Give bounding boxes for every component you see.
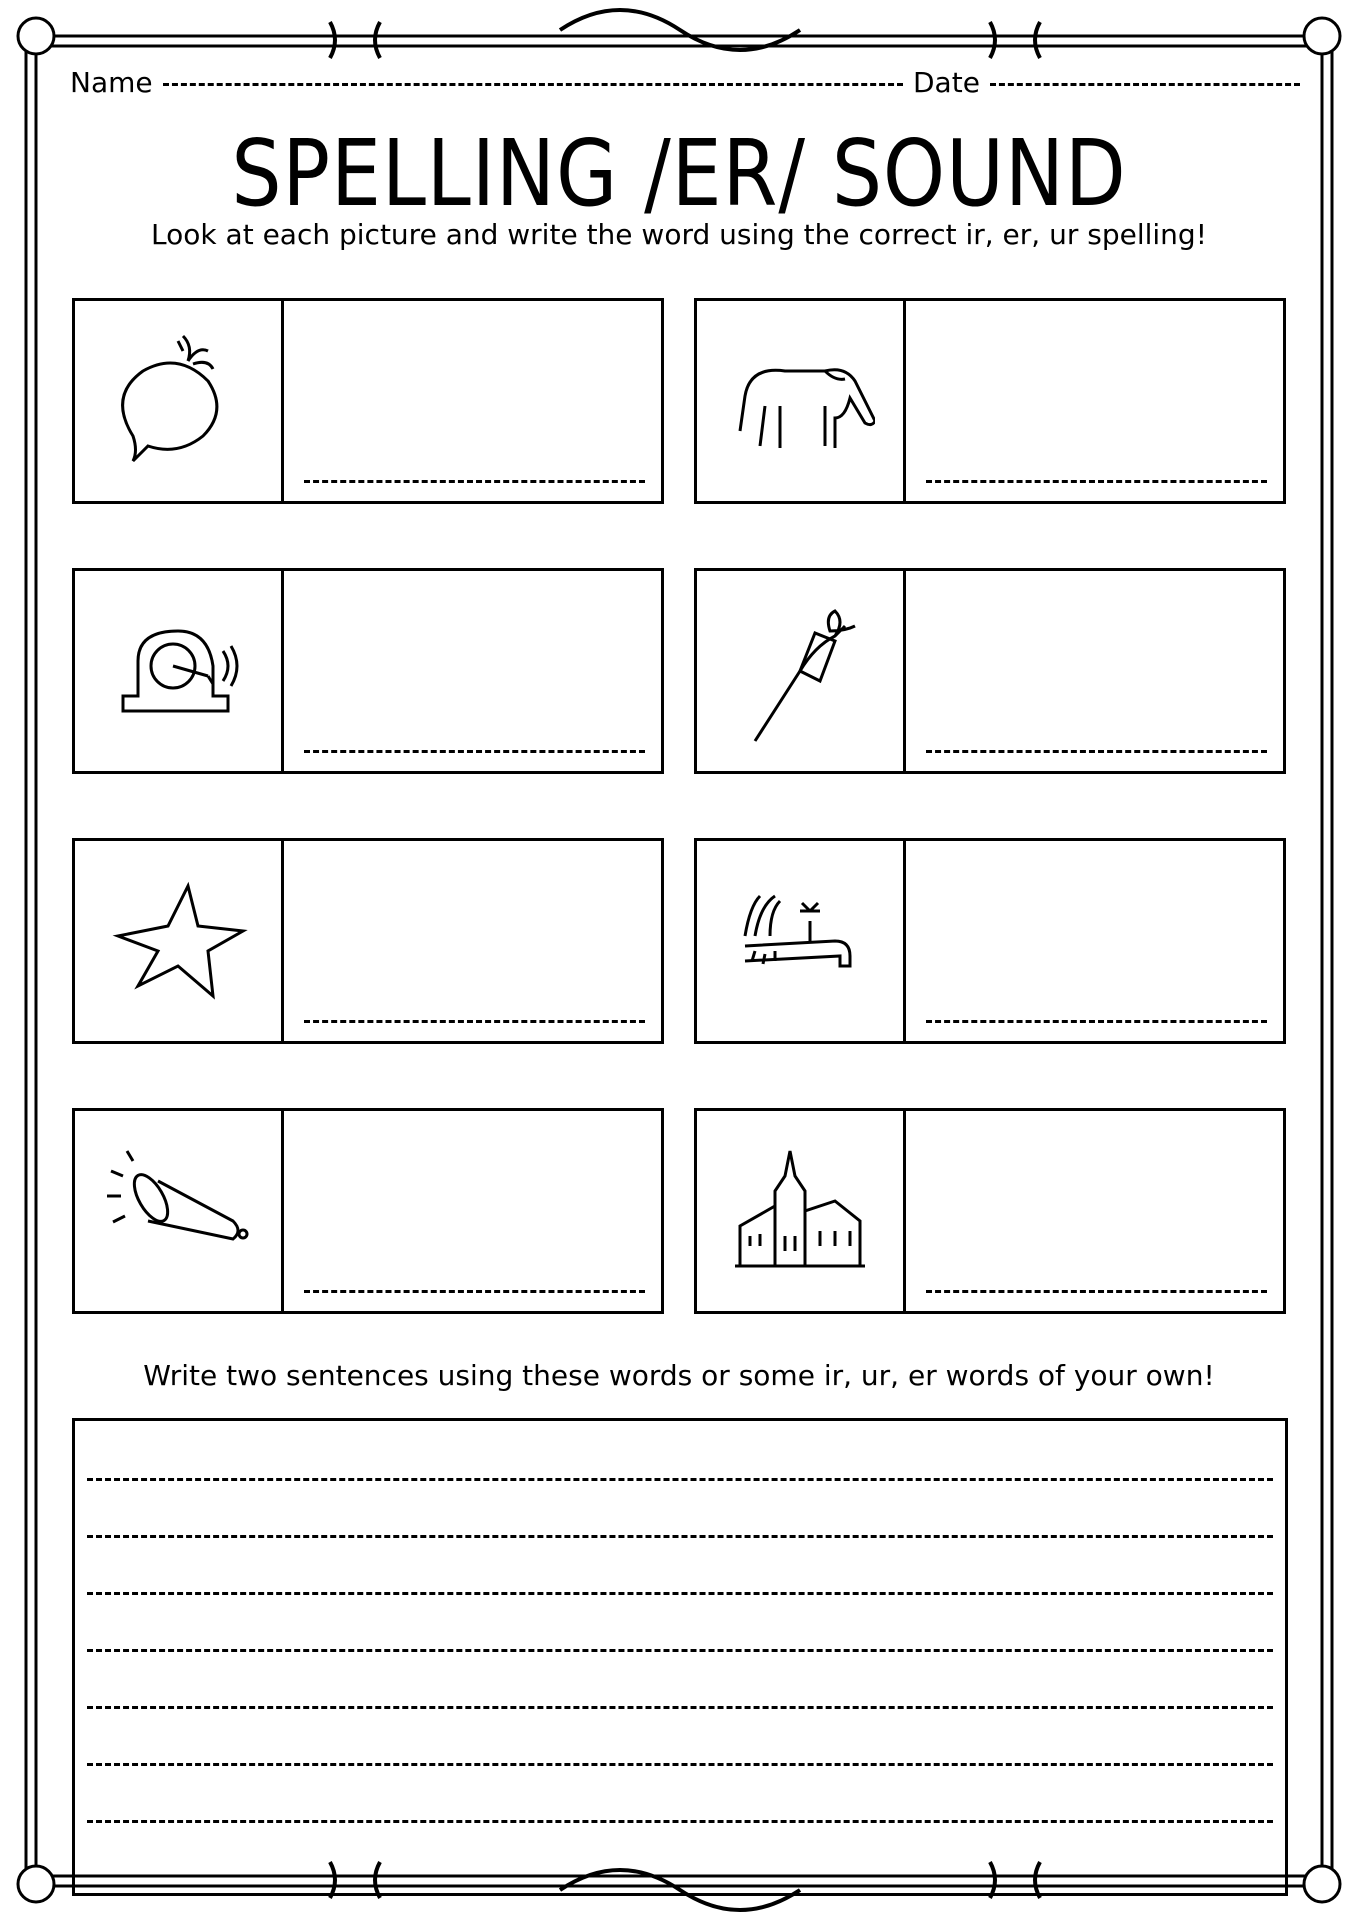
- answer-box[interactable]: [284, 301, 661, 501]
- writing-line[interactable]: [87, 1478, 1273, 1481]
- answer-line[interactable]: [304, 750, 645, 753]
- picture-cell: [697, 571, 906, 771]
- picture-cell: [75, 301, 284, 501]
- date-label: Date: [913, 66, 980, 99]
- answer-box[interactable]: [906, 571, 1283, 771]
- answer-box[interactable]: [284, 841, 661, 1041]
- card-8: [694, 1108, 1286, 1314]
- card-2: [694, 298, 1286, 504]
- answer-line[interactable]: [304, 1020, 645, 1023]
- writing-line[interactable]: [87, 1649, 1273, 1652]
- answer-box[interactable]: [906, 841, 1283, 1041]
- card-4: [694, 568, 1286, 774]
- answer-line[interactable]: [926, 1020, 1267, 1023]
- picture-cell: [697, 301, 906, 501]
- picture-cell: [75, 571, 284, 771]
- writing-line[interactable]: [87, 1820, 1273, 1823]
- page-title: SPELLING /ER/ SOUND: [231, 120, 1127, 227]
- writing-line[interactable]: [87, 1535, 1273, 1538]
- answer-box[interactable]: [284, 1111, 661, 1311]
- card-5: [72, 838, 664, 1044]
- card-6: [694, 838, 1286, 1044]
- card-3: [72, 568, 664, 774]
- writing-line[interactable]: [87, 1592, 1273, 1595]
- answer-line[interactable]: [304, 1290, 645, 1293]
- picture-cell: [697, 841, 906, 1041]
- answer-box[interactable]: [284, 571, 661, 771]
- church-icon: [725, 1136, 875, 1286]
- dart-icon: [725, 596, 875, 746]
- answer-line[interactable]: [926, 750, 1267, 753]
- picture-cell: [697, 1111, 906, 1311]
- instruction-bottom: Write two sentences using these words or some ir, ur, er words of your own!: [143, 1359, 1215, 1392]
- name-label: Name: [70, 66, 153, 99]
- instruction-top: Look at each picture and write the word using the correct ir, er, ur spelling!: [151, 218, 1207, 251]
- writing-line[interactable]: [87, 1706, 1273, 1709]
- date-field[interactable]: [913, 66, 1300, 99]
- card-7: [72, 1108, 664, 1314]
- star-icon: [103, 866, 253, 1016]
- faucet-icon: [725, 866, 875, 1016]
- answer-line[interactable]: [304, 480, 645, 483]
- answer-line[interactable]: [926, 1290, 1267, 1293]
- card-1: [72, 298, 664, 504]
- writing-line[interactable]: [87, 1763, 1273, 1766]
- answer-line[interactable]: [926, 480, 1267, 483]
- answer-box[interactable]: [906, 301, 1283, 501]
- name-field[interactable]: [70, 66, 903, 99]
- picture-cell: [75, 841, 284, 1041]
- picture-cell: [75, 1111, 284, 1311]
- machine-icon: [103, 596, 253, 746]
- flashlight-icon: [103, 1136, 253, 1286]
- sentence-box[interactable]: [72, 1418, 1288, 1896]
- answer-box[interactable]: [906, 1111, 1283, 1311]
- turnip-icon: [103, 326, 253, 476]
- horse-icon: [725, 326, 875, 476]
